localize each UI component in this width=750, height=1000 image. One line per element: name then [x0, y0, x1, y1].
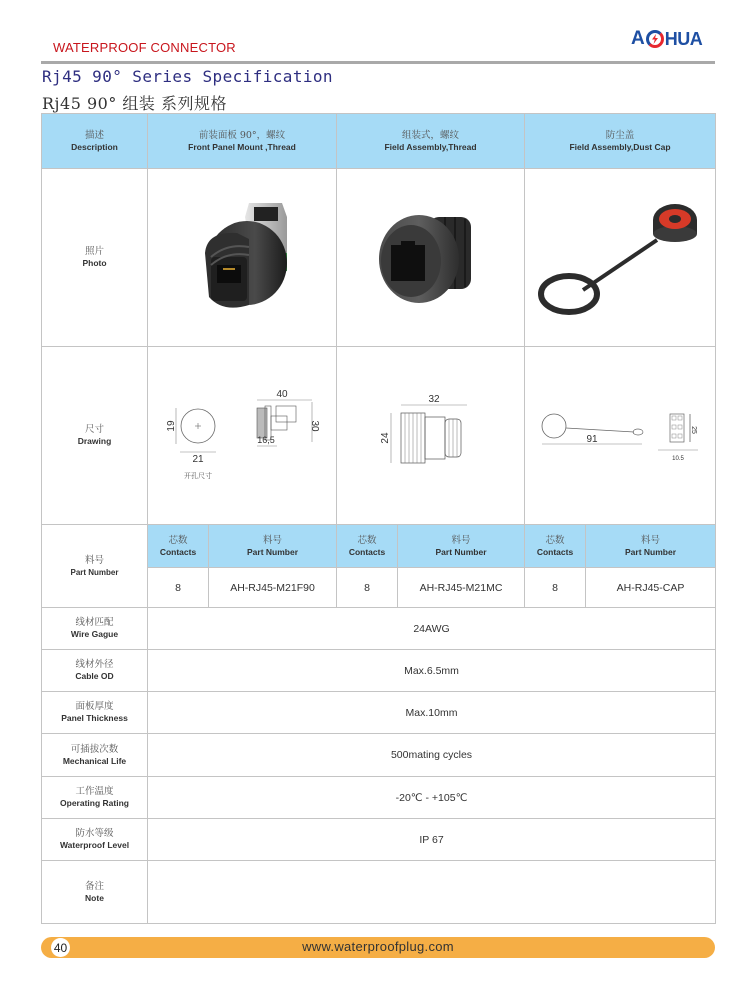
- column-header-field-assembly: [337, 114, 525, 169]
- sub-header-en: Contacts: [348, 546, 386, 557]
- spec-label: [42, 608, 148, 650]
- front-panel-photo: [148, 169, 337, 347]
- field-assembly-drawing: [337, 347, 525, 525]
- spec-label: [42, 734, 148, 777]
- sub-header-contacts: [148, 525, 209, 568]
- svg-text:24: 24: [379, 431, 391, 444]
- sub-header-cn: 料号: [451, 534, 471, 546]
- spec-label-en: Mechanical Life: [62, 755, 127, 766]
- sub-header-cn: 芯数: [168, 534, 188, 546]
- column-header-description: [42, 114, 148, 169]
- spec-row-wire-gauge: [42, 608, 716, 650]
- spec-label-cn: 防水等级: [75, 828, 114, 839]
- sub-header-part-number: [398, 525, 525, 568]
- spec-value: -20℃ - +105℃: [148, 777, 716, 819]
- svg-text:开孔尺寸: 开孔尺寸: [184, 472, 212, 480]
- drawing-row: [42, 347, 716, 525]
- spec-row-note: [42, 861, 716, 924]
- dust-cap-drawing: [525, 347, 716, 525]
- spec-label: [42, 861, 148, 924]
- spec-value: 500mating cycles: [148, 734, 716, 777]
- part-number-value: AH-RJ45-CAP: [586, 568, 716, 608]
- svg-text:91: 91: [586, 433, 598, 445]
- spec-row-cable-od: [42, 650, 716, 692]
- spec-value: Max.6.5mm: [148, 650, 716, 692]
- photo-row: [42, 169, 716, 347]
- contacts-value: 8: [337, 568, 398, 608]
- spec-table: [41, 113, 716, 924]
- spec-row-mechanical-life: [42, 734, 716, 777]
- sub-header-en: Part Number: [247, 546, 299, 557]
- spec-row-operating-rating: [42, 777, 716, 819]
- page-number: 40: [51, 938, 70, 957]
- field-assembly-dimension-drawing: [371, 391, 491, 481]
- spec-value: Max.10mm: [148, 692, 716, 734]
- lightning-bolt-icon: [646, 30, 664, 48]
- column-header-en: Description: [71, 141, 118, 152]
- footer-bar: [41, 937, 715, 958]
- contacts-value: 8: [525, 568, 586, 608]
- sub-header-cn: 芯数: [545, 534, 565, 546]
- column-header-front-panel: [148, 114, 337, 169]
- rj45-field-assembly-connector-icon: [371, 203, 491, 313]
- sub-header-cn: 料号: [641, 534, 661, 546]
- svg-text:21: 21: [192, 453, 204, 465]
- spec-value: IP 67: [148, 819, 716, 861]
- sub-header-contacts: [337, 525, 398, 568]
- svg-text:16,5: 16,5: [257, 434, 275, 445]
- rj45-front-panel-connector-icon: [187, 193, 297, 323]
- sub-header-en: Part Number: [625, 546, 677, 557]
- spec-label: [42, 692, 148, 734]
- header-divider: [41, 61, 715, 64]
- spec-label-en: Operating Rating: [60, 798, 129, 808]
- row-label-en: Drawing: [77, 436, 112, 446]
- svg-text:10.5: 10.5: [672, 455, 684, 462]
- row-label-cn: 照片: [84, 246, 104, 257]
- row-label-part-number: [42, 525, 148, 608]
- spec-label-cn: 线材匹配: [75, 617, 114, 628]
- spec-label-en: Waterproof Level: [59, 840, 130, 850]
- row-label-en: Part Number: [70, 567, 119, 577]
- part-number-header-row: [42, 525, 716, 568]
- logo-text-left: A: [631, 28, 645, 49]
- spec-label: [42, 819, 148, 861]
- spec-row-panel-thickness: [42, 692, 716, 734]
- row-label-en: Photo: [82, 258, 107, 268]
- column-header-cn: 防尘盖: [605, 129, 635, 141]
- column-header-dust-cap: [525, 114, 716, 169]
- spec-label-cn: 面板厚度: [75, 701, 114, 712]
- rj45-dust-cap-icon: [535, 198, 705, 318]
- part-number-value: AH-RJ45-M21F90: [209, 568, 337, 608]
- column-header-cn: 前装面板 90°，螺纹: [198, 129, 286, 141]
- brand-line: WATERPROOF CONNECTOR: [53, 40, 236, 55]
- spec-label-en: Note: [85, 892, 104, 903]
- sub-header-cn: 芯数: [357, 534, 377, 546]
- spec-label: [42, 650, 148, 692]
- column-header-cn: 描述: [84, 129, 104, 141]
- spec-label-en: Wire Gague: [70, 629, 119, 639]
- sub-header-contacts: [525, 525, 586, 568]
- page-title-en: Rj45 90° Series Specification: [42, 67, 333, 86]
- row-label-drawing: [42, 347, 148, 525]
- website-link[interactable]: www.waterproofplug.com: [302, 939, 454, 954]
- header-row: [42, 114, 716, 169]
- spec-label-cn: 线材外径: [75, 659, 114, 670]
- spec-label-cn: 可插拔次数: [70, 743, 119, 755]
- column-header-en: Front Panel Mount ,Thread: [188, 141, 296, 152]
- contacts-value: 8: [148, 568, 209, 608]
- spec-label-en: Cable OD: [75, 671, 114, 681]
- sub-header-part-number: [586, 525, 716, 568]
- spec-label-cn: 备注: [84, 880, 104, 892]
- company-logo: [631, 26, 702, 52]
- sub-header-part-number: [209, 525, 337, 568]
- spec-label-en: Panel Thickness: [61, 713, 128, 723]
- row-label-cn: 尺寸: [84, 424, 104, 435]
- spec-label-cn: 工作温度: [75, 786, 114, 797]
- svg-text:25: 25: [690, 425, 698, 434]
- spec-value: 24AWG: [148, 608, 716, 650]
- spec-value: [148, 861, 716, 924]
- sub-header-en: Part Number: [435, 546, 487, 557]
- sub-header-en: Contacts: [536, 546, 574, 557]
- svg-text:32: 32: [427, 393, 440, 405]
- page-title-cn: Rj45 90° 组装 系列规格: [42, 94, 227, 113]
- svg-text:19: 19: [166, 419, 177, 432]
- front-panel-drawing: [148, 347, 337, 525]
- part-number-value: AH-RJ45-M21MC: [398, 568, 525, 608]
- logo-text-right: HUA: [664, 28, 703, 49]
- dust-cap-dimension-drawing: [530, 396, 710, 476]
- front-panel-dimension-drawing: [162, 386, 322, 486]
- svg-text:30: 30: [309, 419, 320, 432]
- spec-row-waterproof-level: [42, 819, 716, 861]
- dust-cap-photo: [525, 169, 716, 347]
- spec-label: [42, 777, 148, 819]
- sub-header-cn: 料号: [263, 534, 283, 546]
- row-label-cn: 料号: [84, 554, 104, 566]
- svg-text:40: 40: [276, 388, 288, 400]
- sub-header-en: Contacts: [159, 546, 197, 557]
- column-header-en: Field Assembly,Dust Cap: [569, 141, 671, 152]
- column-header-cn: 组装式，螺纹: [402, 129, 460, 141]
- column-header-en: Field Assembly,Thread: [384, 141, 477, 152]
- row-label-photo: [42, 169, 148, 347]
- field-assembly-photo: [337, 169, 525, 347]
